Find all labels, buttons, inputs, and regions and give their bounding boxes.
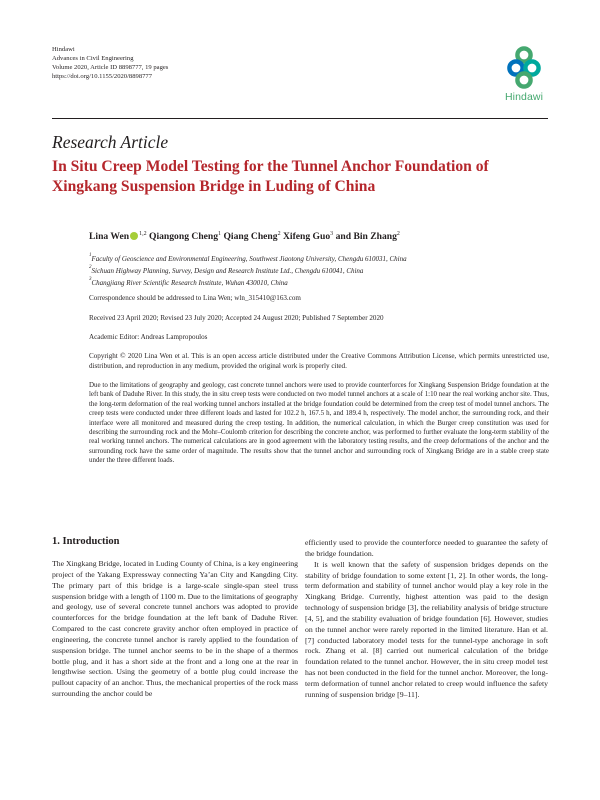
journal-name: Advances in Civil Engineering <box>52 54 134 62</box>
affiliation-item <box>89 253 407 265</box>
publisher-name: Hindawi <box>52 46 75 53</box>
affiliation-item <box>89 277 407 289</box>
publication-dates: Received 23 April 2020; Revised 23 July 2020; Accepted 24 August 2020; Published 7 September 2020 <box>89 314 384 322</box>
affiliation-number: 1 <box>89 253 92 258</box>
authors-connector: and <box>335 231 352 242</box>
article-type: Research Article <box>52 132 169 152</box>
logo-text: Hindawi <box>504 91 544 103</box>
correspondence: Correspondence should be addressed to Lina Wen; wln_315410@163.com <box>89 294 301 302</box>
body-paragraph: It is well known that the safety of suspension bridges depends on the stability of bridge foundation to some extent [1, 2]. In other words, the long-term deformation and stability of tunnel anchor would play a key role in the Xingkang Bridge. Currently, highest attention was paid to the design technology of suspension bridge [3], the reliability analysis of bridge structure [4, 5], and the stability evaluation of bridge foundation [6]. However, studies on the tunnel anchor were rarely reported in the limited literature. Han et al. [7] conducted laboratory model tests for the tunnel-type anchorage in soft rock. Zhang et al. [8] carried out numerical calculation of the bridge foundation related to the tunnel anchor. However, the in situ creep model test has not been conducted in the field for the tunnel anchor. Moreover, the long-term deformation of tunnel anchor related to creep would influence the safety running of suspension bridge [9–11]. <box>305 559 548 699</box>
header-divider <box>52 118 548 119</box>
author-name[interactable]: Lina Wen <box>89 231 130 242</box>
body-paragraph: The Xingkang Bridge, located in Luding County of China, is a key engineering project of the Yakang Expressway connecting Ya’an City and Kangding City. The primary part of this bridge is a large-scale single-span steel truss suspension bridge with a length of 1100 m. Due to the limitations of geography and geology, use of several concrete tunnel anchors was adopted to provide counterforces for the bridge foundation at the left bank of Daduhe River. Compared to the cast concrete gravity anchor often employed in practice of engineering, the concrete tunnel anchor is rarely applied to the foundation of suspension bridge. The tunnel anchor seems to be in the shape of a thermos bottle plug, and it has a short side at the front and a long one at the rear in lengthwise section. Using the geometry of a bottle plug could increase the pullout capacity of an anchor. Thus, the mechanical properties of the rock mass surrounding the anchor could be <box>52 559 298 699</box>
copyright-notice: Copyright © 2020 Lina Wen et al. This is an open access article distributed under the Creative Commons Attribution License, which permits unrestricted use, distribution, and reproduction in any medium, provided the original work is properly cited. <box>89 352 549 370</box>
section-heading: 1. Introduction <box>52 536 120 547</box>
author-affil-ref: 1,2 <box>139 231 147 237</box>
affiliation-text: Sichuan Highway Planning, Survey, Design and Research Institute Ltd., Chengdu 610041, China <box>91 267 364 275</box>
academic-editor: Academic Editor: Andreas Lampropoulos <box>89 333 208 341</box>
author-name[interactable]: Xifeng Guo <box>282 231 331 242</box>
right-column <box>305 538 548 701</box>
body-paragraph: efficiently used to provide the counterforce needed to guarantee the safety of the bridge foundation. <box>305 538 548 558</box>
author-name[interactable]: Qiangong Cheng <box>149 231 219 242</box>
affiliation-item <box>89 265 407 277</box>
author-affil-ref: 2 <box>277 231 281 237</box>
orcid-icon[interactable] <box>130 232 138 240</box>
article-title: In Situ Creep Model Testing for the Tunnel Anchor Foundation of Xingkang Suspension Bridge in Luding of China <box>52 158 489 195</box>
affiliation-number: 2 <box>89 265 92 270</box>
author-list <box>89 231 400 242</box>
journal-info <box>52 46 168 82</box>
author-name[interactable]: Qiang Cheng <box>223 231 278 242</box>
affiliation-text: Faculty of Geoscience and Environmental Engineering, Southwest Jiaotong University, Chengdu 610031, China <box>91 255 407 263</box>
affiliations <box>89 253 407 289</box>
volume-info: Volume 2020, Article ID 8898777, 19 pages <box>52 63 169 71</box>
author-affil-ref: 1 <box>218 231 222 237</box>
doi-link[interactable]: https://doi.org/10.1155/2020/8898777 <box>52 72 153 80</box>
author-affil-ref: 3 <box>330 231 334 237</box>
affiliation-text: Changjiang River Scientific Research Institute, Wuhan 430010, China <box>91 279 288 287</box>
hindawi-logo[interactable] <box>500 46 548 108</box>
author-affil-ref: 2 <box>396 231 400 237</box>
abstract: Due to the limitations of geography and geology, cast concrete tunnel anchors were used to provide counterforces for Xingkang Suspension Bridge foundation at the left bank of Daduhe River. In this study, the in situ creep tests were conducted on two model tunnel anchors at a scale of 1:10 near the real working anchor site. Thus, the long-term deformation of the real working tunnel anchors installed at the bridge foundation could be determined from the creep test of model tunnel anchors. The creep tests were conducted under three different loads and lasted for 102.2 h, 167.5 h, and 189.4 h, respectively. The model anchor, the surrounding rock, and their interface were all monitored and measured during the creep testing. In addition, the numerical calculation, in which the Burger creep constitution was used for describing the surrounding rock and the Mohr–Coulomb criterion for describing the concrete anchor, was performed to further evaluate the long-term stability of the real working tunnel anchors. The numerical calculations are in good agreement with the laboratory testing results, and the creep deformations of the anchor and the surrounding rock have the same order of magnitude. The results show that the tunnel anchor and surrounding rock of Xingkang Bridge are in a stable creep state under the three different loads. <box>89 381 549 465</box>
affiliation-number: 3 <box>89 277 92 282</box>
author-name[interactable]: Bin Zhang <box>353 231 397 242</box>
hindawi-logo-icon <box>500 46 548 90</box>
left-column <box>52 559 298 700</box>
